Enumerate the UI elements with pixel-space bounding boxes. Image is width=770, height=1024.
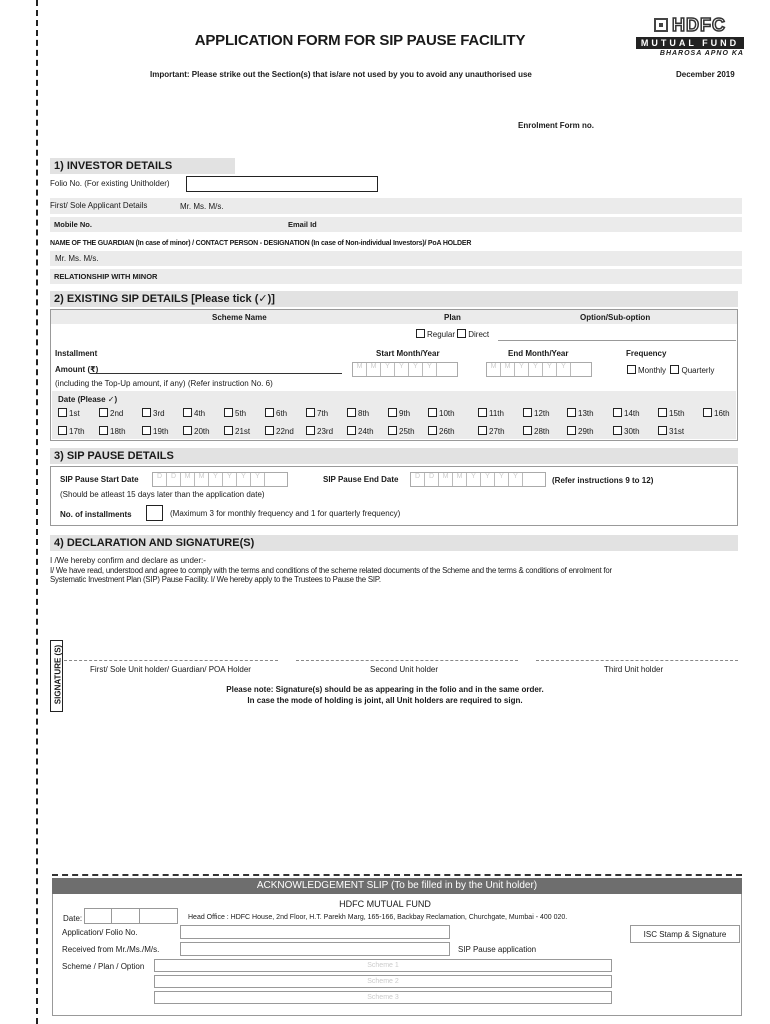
form-date: December 2019 xyxy=(676,70,735,79)
date-checkbox[interactable] xyxy=(567,408,576,417)
plan-direct-checkbox[interactable] xyxy=(457,329,466,338)
date-label: 15th xyxy=(669,409,685,418)
date-label: 30th xyxy=(624,427,640,436)
signature-line-3[interactable] xyxy=(536,660,738,661)
date-checkbox[interactable] xyxy=(388,426,397,435)
col-plan: Plan xyxy=(444,313,461,322)
signature-line-2[interactable] xyxy=(296,660,518,661)
ack-head-office: Head Office : HDFC House, 2nd Floor, H.T. Parekh Marg, 165-166, Backbay Reclamation, Churchgate, Mumbai - 400 020. xyxy=(188,914,568,921)
pause-start-date-input[interactable]: D D M M Y Y Y Y xyxy=(152,472,288,487)
plan-direct-label: Direct xyxy=(468,330,490,339)
section-declaration-heading: 4) DECLARATION AND SIGNATURE(S) xyxy=(50,535,738,551)
date-label: 20th xyxy=(194,427,210,436)
date-label: 3rd xyxy=(153,409,165,418)
date-checkbox[interactable] xyxy=(428,426,437,435)
date-checkbox[interactable] xyxy=(388,408,397,417)
date-label: 9th xyxy=(399,409,411,418)
guardian-salutation: Mr. Ms. M/s. xyxy=(55,254,99,263)
sig-third-holder-label: Third Unit holder xyxy=(604,665,664,674)
col-option: Option/Sub-option xyxy=(580,313,651,322)
ack-fund-name: HDFC MUTUAL FUND xyxy=(339,899,431,909)
section-existing-sip-heading: 2) EXISTING SIP DETAILS [Please tick (✓)] xyxy=(50,291,738,307)
ack-scheme-2-input[interactable]: Scheme 2 xyxy=(154,975,612,988)
freq-quarterly-label: Quarterly xyxy=(681,366,715,375)
sig-second-holder-label: Second Unit holder xyxy=(370,665,439,674)
date-label: 7th xyxy=(317,409,329,418)
salutation-options[interactable]: Mr. Ms. M/s. xyxy=(180,202,224,211)
plan-regular-label: Regular xyxy=(427,330,456,339)
date-checkbox[interactable] xyxy=(306,426,315,435)
amount-input[interactable] xyxy=(90,373,342,374)
logo-brand: HDFC xyxy=(672,14,726,35)
date-checkbox[interactable] xyxy=(523,426,532,435)
ack-title-bar: ACKNOWLEDGEMENT SLIP (To be filled in by the Unit holder) xyxy=(52,878,742,894)
amount-note: (including the Top-Up amount, if any) (Refer instruction No. 6) xyxy=(55,379,273,388)
date-label: 14th xyxy=(624,409,640,418)
scheme-name-input[interactable] xyxy=(52,326,410,341)
guardian-label: NAME OF THE GUARDIAN (In case of minor) / CONTACT PERSON - DESIGNATION (In case of Non-individual Investors)/ PoA HOLDER xyxy=(50,240,472,247)
date-label: 27th xyxy=(489,427,505,436)
ack-received-label: Received from Mr./Ms./M/s. xyxy=(62,945,160,954)
col-scheme-name: Scheme Name xyxy=(212,313,267,322)
ack-sip-pause-app: SIP Pause application xyxy=(458,945,537,954)
logo-tagline: BHAROSA APNO KA xyxy=(659,50,744,57)
ack-date-label: Date: xyxy=(63,914,83,923)
date-checkbox[interactable] xyxy=(183,408,192,417)
date-checkbox[interactable] xyxy=(613,408,622,417)
date-label: 19th xyxy=(153,427,169,436)
section-sip-pause-heading: 3) SIP PAUSE DETAILS xyxy=(50,448,738,464)
hdfc-logo xyxy=(636,15,744,57)
date-checkbox[interactable] xyxy=(658,426,667,435)
declaration-line-2: I/ We have read, understood and agree to comply with the terms and conditions of the scheme related documents of the Scheme and the terms & conditions of enrolment for xyxy=(50,566,612,575)
signature-vertical-label: SIGNATURE (S) xyxy=(50,640,63,712)
hdfc-logo-icon xyxy=(654,18,668,32)
date-label: 24th xyxy=(358,427,374,436)
ack-app-folio-input[interactable] xyxy=(180,925,450,939)
start-month-input[interactable]: M M Y Y Y Y xyxy=(352,362,458,377)
date-checkbox[interactable] xyxy=(478,426,487,435)
pause-end-date-input[interactable]: D D M M Y Y Y Y xyxy=(410,472,546,487)
date-label: 13th xyxy=(578,409,594,418)
ack-scheme-label: Scheme / Plan / Option xyxy=(62,962,145,971)
start-month-label: Start Month/Year xyxy=(376,349,440,358)
plan-options xyxy=(416,329,489,339)
end-month-input[interactable]: M M Y Y Y Y xyxy=(486,362,592,377)
folio-label: Folio No. (For existing Unitholder) xyxy=(50,179,170,188)
signature-line-1[interactable] xyxy=(64,660,278,661)
date-label: 21st xyxy=(235,427,251,436)
date-checkbox[interactable] xyxy=(347,426,356,435)
guardian-field[interactable] xyxy=(50,251,742,266)
pause-start-note: (Should be atleast 15 days later than the application date) xyxy=(60,490,265,499)
ack-cut-line xyxy=(52,874,742,876)
mobile-label: Mobile No. xyxy=(54,220,92,229)
pause-end-label: SIP Pause End Date xyxy=(323,475,399,484)
pause-start-label: SIP Pause Start Date xyxy=(60,475,139,484)
declaration-line-3: Systematic Investment Plan (SIP) Pause Facility. I/ We hereby apply to the Trustees to Pause the SIP. xyxy=(50,575,381,584)
date-checkbox[interactable] xyxy=(224,408,233,417)
date-label: 8th xyxy=(358,409,370,418)
date-checkbox[interactable] xyxy=(58,408,67,417)
date-checkbox[interactable] xyxy=(703,408,712,417)
date-label: 1st xyxy=(69,409,80,418)
date-label: 5th xyxy=(235,409,247,418)
sig-first-holder-label: First/ Sole Unit holder/ Guardian/ POA Holder xyxy=(90,665,251,674)
end-month-label: End Month/Year xyxy=(508,349,569,358)
date-checkbox[interactable] xyxy=(613,426,622,435)
date-checkbox[interactable] xyxy=(58,426,67,435)
folio-input[interactable] xyxy=(186,176,378,192)
date-checkbox[interactable] xyxy=(428,408,437,417)
date-checkbox[interactable] xyxy=(183,426,192,435)
installment-label: Installment xyxy=(55,349,98,358)
plan-regular-checkbox[interactable] xyxy=(416,329,425,338)
installments-input[interactable] xyxy=(146,505,163,521)
date-label: 16th xyxy=(714,409,730,418)
date-checkbox[interactable] xyxy=(347,408,356,417)
date-checkbox-grid xyxy=(58,408,758,438)
date-label: 6th xyxy=(276,409,288,418)
date-label: 26th xyxy=(439,427,455,436)
date-label: 17th xyxy=(69,427,85,436)
email-field[interactable] xyxy=(286,217,742,232)
date-checkbox[interactable] xyxy=(306,408,315,417)
relationship-label: RELATIONSHIP WITH MINOR xyxy=(54,272,158,281)
date-checkbox[interactable] xyxy=(142,426,151,435)
important-note: Important: Please strike out the Section(s) that is/are not used by you to avoid any unauthorised use xyxy=(150,70,532,79)
date-label: 18th xyxy=(110,427,126,436)
cut-line xyxy=(36,0,38,1024)
ack-date-input[interactable] xyxy=(84,908,178,924)
page-title: APPLICATION FORM FOR SIP PAUSE FACILITY xyxy=(194,32,526,49)
date-label: 28th xyxy=(534,427,550,436)
signature-note-1: Please note: Signature(s) should be as appearing in the folio and in the same order. xyxy=(226,685,544,694)
ack-received-input[interactable] xyxy=(180,942,450,956)
date-label: 23rd xyxy=(317,427,334,436)
freq-quarterly-checkbox[interactable] xyxy=(670,365,679,374)
ack-scheme-3-input[interactable]: Scheme 3 xyxy=(154,991,612,1004)
date-label: 22nd xyxy=(276,427,294,436)
date-checkbox[interactable] xyxy=(224,426,233,435)
section-investor-details-heading: 1) INVESTOR DETAILS xyxy=(50,158,235,174)
first-applicant-label: First/ Sole Applicant Details xyxy=(50,201,148,210)
date-checkbox[interactable] xyxy=(265,408,274,417)
date-label: 2nd xyxy=(110,409,124,418)
freq-monthly-label: Monthly xyxy=(638,366,667,375)
date-label: 4th xyxy=(194,409,206,418)
date-checkbox[interactable] xyxy=(99,426,108,435)
date-checkbox[interactable] xyxy=(99,408,108,417)
date-checkbox[interactable] xyxy=(658,408,667,417)
installments-note: (Maximum 3 for monthly frequency and 1 for quarterly frequency) xyxy=(170,509,401,518)
ack-app-folio-label: Application/ Folio No. xyxy=(62,928,138,937)
signature-note-2: In case the mode of holding is joint, all Unit holders are required to sign. xyxy=(247,696,523,705)
date-label: 31st xyxy=(669,427,685,436)
logo-mutual-fund: MUTUAL FUND xyxy=(636,37,744,49)
frequency-label: Frequency xyxy=(626,349,667,358)
date-label: 12th xyxy=(534,409,550,418)
date-checkbox[interactable] xyxy=(265,426,274,435)
first-applicant-row[interactable] xyxy=(50,198,742,214)
freq-monthly-checkbox[interactable] xyxy=(627,365,636,374)
date-checkbox[interactable] xyxy=(567,426,576,435)
declaration-line-1: I /We hereby confirm and declare as under:- xyxy=(50,556,206,565)
date-checkbox[interactable] xyxy=(523,408,532,417)
email-label: Email Id xyxy=(288,220,317,229)
installments-label: No. of installments xyxy=(60,510,132,519)
date-checkbox[interactable] xyxy=(478,408,487,417)
date-checkbox[interactable] xyxy=(142,408,151,417)
enrolment-form-label: Enrolment Form no. xyxy=(518,121,594,130)
isc-stamp-label: ISC Stamp & Signature xyxy=(643,930,727,939)
date-label: 25th xyxy=(399,427,415,436)
date-label: 11th xyxy=(489,409,504,418)
date-label: 29th xyxy=(578,427,594,436)
ack-scheme-1-input[interactable]: Scheme 1 xyxy=(154,959,612,972)
refer-instructions-note: (Refer instructions 9 to 12) xyxy=(552,476,654,485)
frequency-options xyxy=(627,365,714,375)
amount-label: Amount (₹) xyxy=(55,365,99,374)
date-tick-label: Date (Please ✓) xyxy=(58,395,118,404)
option-line[interactable] xyxy=(498,340,736,341)
date-label: 10th xyxy=(439,409,455,418)
